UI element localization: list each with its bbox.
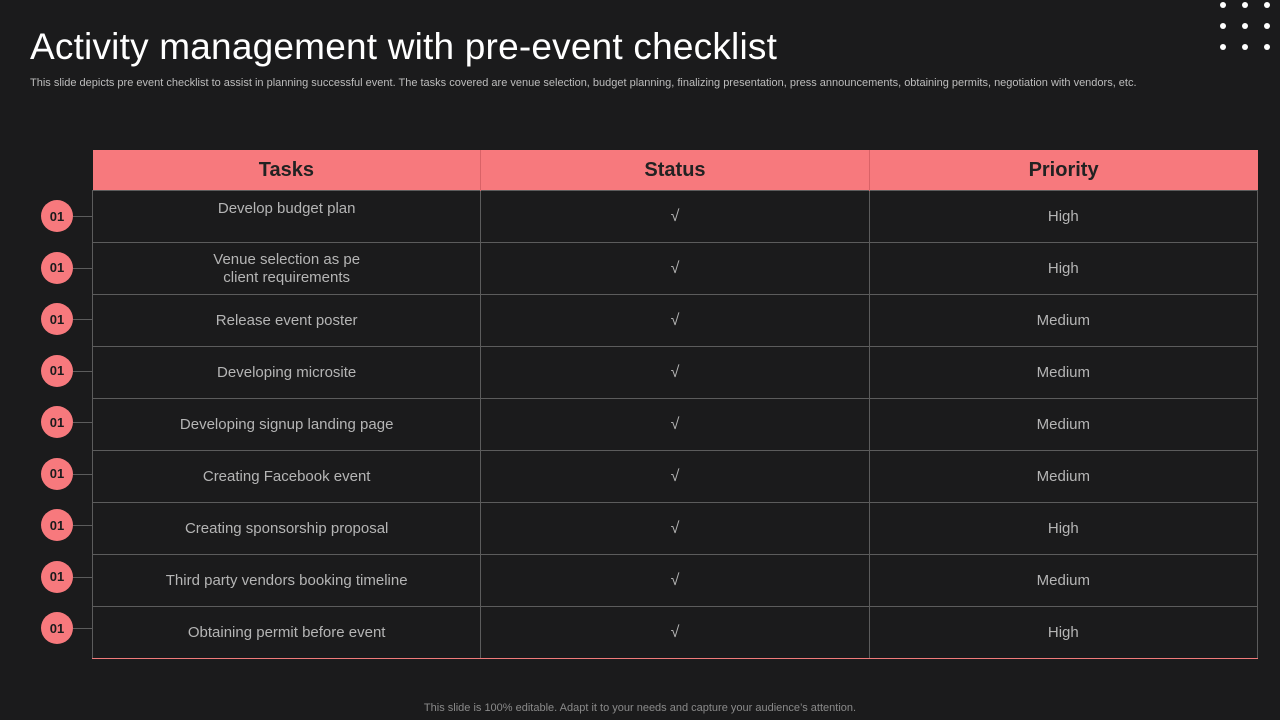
task-label: Obtaining permit before event bbox=[187, 623, 386, 641]
row-number-badge: 01 bbox=[41, 355, 73, 387]
status-check-icon: √ bbox=[481, 347, 869, 399]
badge-connector-line bbox=[73, 422, 92, 423]
task-cell bbox=[93, 607, 481, 659]
task-cell bbox=[93, 243, 481, 295]
table-row bbox=[93, 451, 1258, 503]
task-label: Creating Facebook event bbox=[202, 467, 371, 485]
badge-connector-line bbox=[73, 577, 92, 578]
table-header-row bbox=[93, 150, 1258, 191]
badge-connector-line bbox=[73, 371, 92, 372]
row-number-badge: 01 bbox=[41, 509, 73, 541]
status-check-icon: √ bbox=[481, 295, 869, 347]
priority-cell: High bbox=[869, 243, 1257, 295]
task-label: Developing signup landing page bbox=[179, 415, 394, 433]
task-cell bbox=[93, 451, 481, 503]
row-number-badge: 01 bbox=[41, 406, 73, 438]
status-check-icon: √ bbox=[481, 399, 869, 451]
priority-cell: Medium bbox=[869, 399, 1257, 451]
status-check-icon: √ bbox=[481, 191, 869, 243]
header-priority: Priority bbox=[869, 150, 1257, 191]
badge-connector-line bbox=[73, 216, 92, 217]
row-number-badge: 01 bbox=[41, 458, 73, 490]
header-status: Status bbox=[481, 150, 869, 191]
priority-cell: High bbox=[869, 191, 1257, 243]
table-row bbox=[93, 347, 1258, 399]
table-row bbox=[93, 503, 1258, 555]
badge-connector-line bbox=[73, 525, 92, 526]
slide-subtitle: This slide depicts pre event checklist to assist in planning successful event. The tasks covered are venue selection, budget planning, finalizing presentation, press announcements, obtaining permits, negotiation with vendors, etc. bbox=[30, 77, 1137, 89]
task-cell bbox=[93, 503, 481, 555]
task-cell bbox=[93, 555, 481, 607]
row-number-badge: 01 bbox=[41, 612, 73, 644]
status-check-icon: √ bbox=[481, 607, 869, 659]
status-check-icon: √ bbox=[481, 451, 869, 503]
task-label: Third party vendors booking timeline bbox=[165, 571, 408, 589]
table-body bbox=[93, 191, 1258, 659]
badge-connector-line bbox=[73, 474, 92, 475]
task-cell bbox=[93, 347, 481, 399]
decorative-dots-icon bbox=[1220, 2, 1270, 50]
row-number-badge: 01 bbox=[41, 303, 73, 335]
row-number-badge: 01 bbox=[41, 200, 73, 232]
table-row bbox=[93, 191, 1258, 243]
table-row bbox=[93, 607, 1258, 659]
task-label: Developing microsite bbox=[217, 363, 357, 381]
priority-cell: High bbox=[869, 607, 1257, 659]
status-check-icon: √ bbox=[481, 243, 869, 295]
table-row bbox=[93, 295, 1258, 347]
status-check-icon: √ bbox=[481, 503, 869, 555]
priority-cell: High bbox=[869, 503, 1257, 555]
slide-title: Activity management with pre-event checklist bbox=[30, 26, 778, 67]
badge-connector-line bbox=[73, 628, 92, 629]
table-row bbox=[93, 399, 1258, 451]
table-row bbox=[93, 243, 1258, 295]
task-label: Develop budget plan bbox=[217, 199, 356, 217]
badge-connector-line bbox=[73, 268, 92, 269]
status-check-icon: √ bbox=[481, 555, 869, 607]
priority-cell: Medium bbox=[869, 347, 1257, 399]
row-number-badge: 01 bbox=[41, 561, 73, 593]
task-label: Creating sponsorship proposal bbox=[184, 519, 389, 537]
checklist-table bbox=[92, 150, 1258, 659]
row-number-badge: 01 bbox=[41, 252, 73, 284]
priority-cell: Medium bbox=[869, 451, 1257, 503]
header-tasks: Tasks bbox=[93, 150, 481, 191]
badge-connector-line bbox=[73, 319, 92, 320]
priority-cell: Medium bbox=[869, 555, 1257, 607]
priority-cell: Medium bbox=[869, 295, 1257, 347]
table-row bbox=[93, 555, 1258, 607]
task-cell bbox=[93, 399, 481, 451]
task-cell bbox=[93, 191, 481, 243]
slide-footer: This slide is 100% editable. Adapt it to your needs and capture your audience’s attention. bbox=[423, 702, 857, 714]
checklist-table-container bbox=[92, 150, 1258, 659]
task-cell bbox=[93, 295, 481, 347]
task-label: Release event poster bbox=[215, 311, 358, 329]
task-label: Venue selection as pe client requirements bbox=[213, 250, 361, 286]
